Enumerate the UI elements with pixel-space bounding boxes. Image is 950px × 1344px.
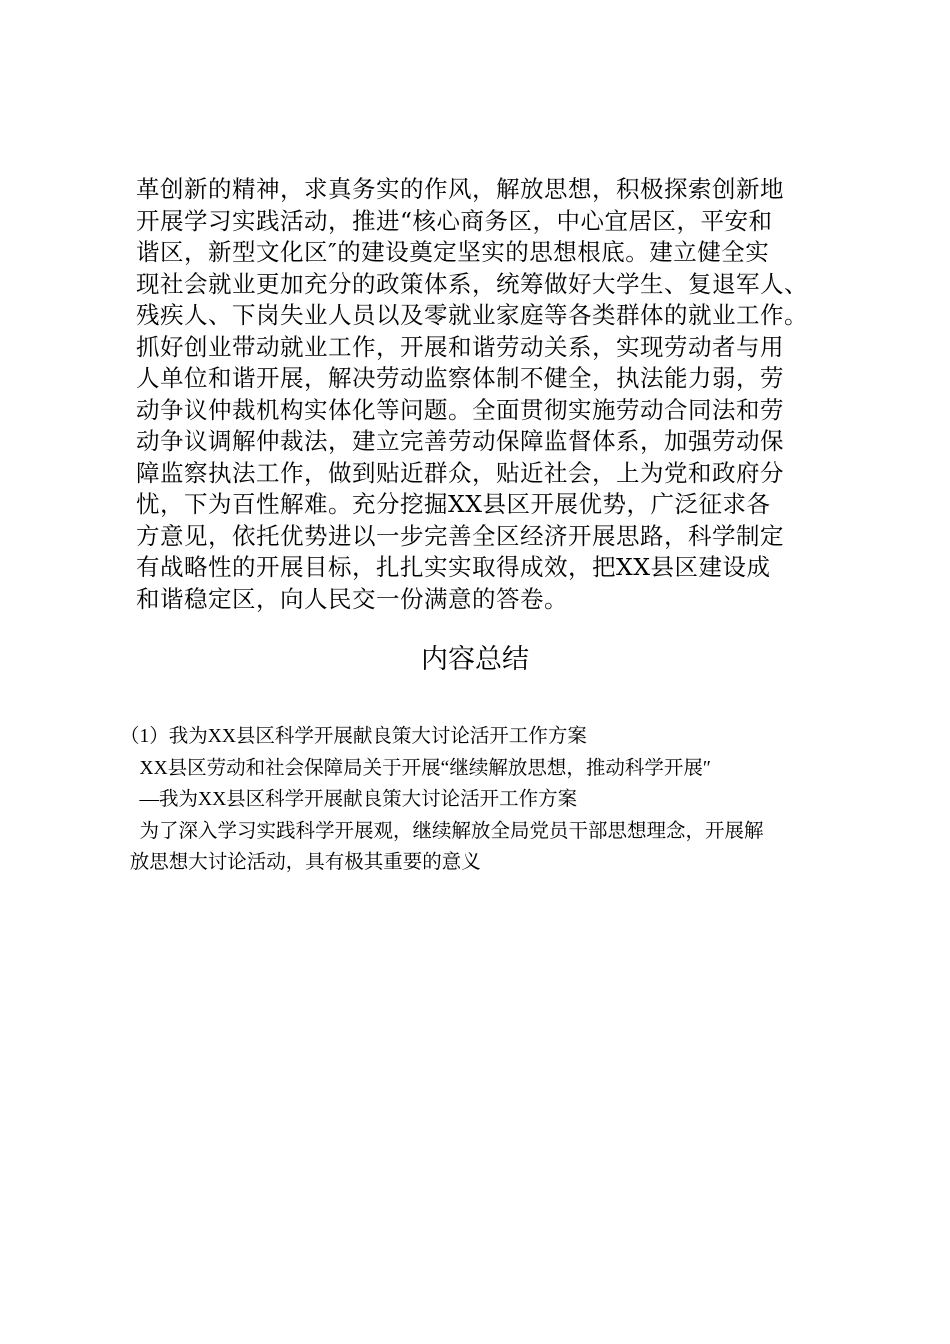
body-line: 方意见，依托优势进以一步完善全区经济开展思路，科学制定 xyxy=(136,521,784,550)
summary-line: XX县区劳动和社会保障局关于开展“继续解放思想，推动科学开展″ xyxy=(120,757,711,779)
body-line: 谐区，新型文化区″的建设奠定坚实的思想根底。建立健全实 xyxy=(136,238,770,266)
summary-line: 放思想大讨论活动，具有极其重要的意义 xyxy=(120,852,481,874)
body-line: 有战略性的开展目标，扎扎实实取得成效，把XX县区建设成 xyxy=(136,553,771,581)
body-line: 障监察执法工作，做到贴近群众，贴近社会，上为党和政府分 xyxy=(136,458,784,487)
body-line: 现社会就业更加充分的政策体系，统筹做好大学生、复退军人、 xyxy=(136,269,808,298)
body-line: 动争议调解仲裁法，建立完善劳动保障监督体系，加强劳动保 xyxy=(136,427,784,455)
body-line: 和谐稳定区，向人民交一份满意的答卷。 xyxy=(136,584,568,613)
body-line: 残疾人、下岗失业人员以及零就业家庭等各类群体的就业工作。 xyxy=(136,301,808,329)
summary-heading: 内容总结 xyxy=(421,644,529,675)
body-line: 忧，下为百性解难。充分挖掘XX县区开展优势，广泛征求各 xyxy=(136,490,771,518)
summary-line: 为了深入学习实践科学开展观，继续解放全局党员干部思想理念，开展解 xyxy=(120,820,764,842)
body-line: 动争议仲裁机构实体化等问题。全面贯彻实施劳动合同法和劳 xyxy=(136,395,784,424)
summary-line: （1）我为XX县区科学开展献良策大讨论活开工作方案 xyxy=(120,726,587,747)
body-paragraph xyxy=(136,174,836,615)
body-line: 开展学习实践活动，推进“核心商务区，中心宜居区，平安和 xyxy=(136,206,773,235)
summary-line: —我为XX县区科学开展献良策大讨论活开工作方案 xyxy=(120,789,578,811)
body-line: 抓好创业带动就业工作，开展和谐劳动关系，实现劳动者与用 xyxy=(136,332,784,361)
body-line: 人单位和谐开展，解决劳动监察体制不健全，执法能力弱，劳 xyxy=(136,364,784,392)
body-line: 革创新的精神，求真务实的作风，解放思想，积极探索创新地 xyxy=(136,175,784,203)
summary-section xyxy=(120,721,840,879)
